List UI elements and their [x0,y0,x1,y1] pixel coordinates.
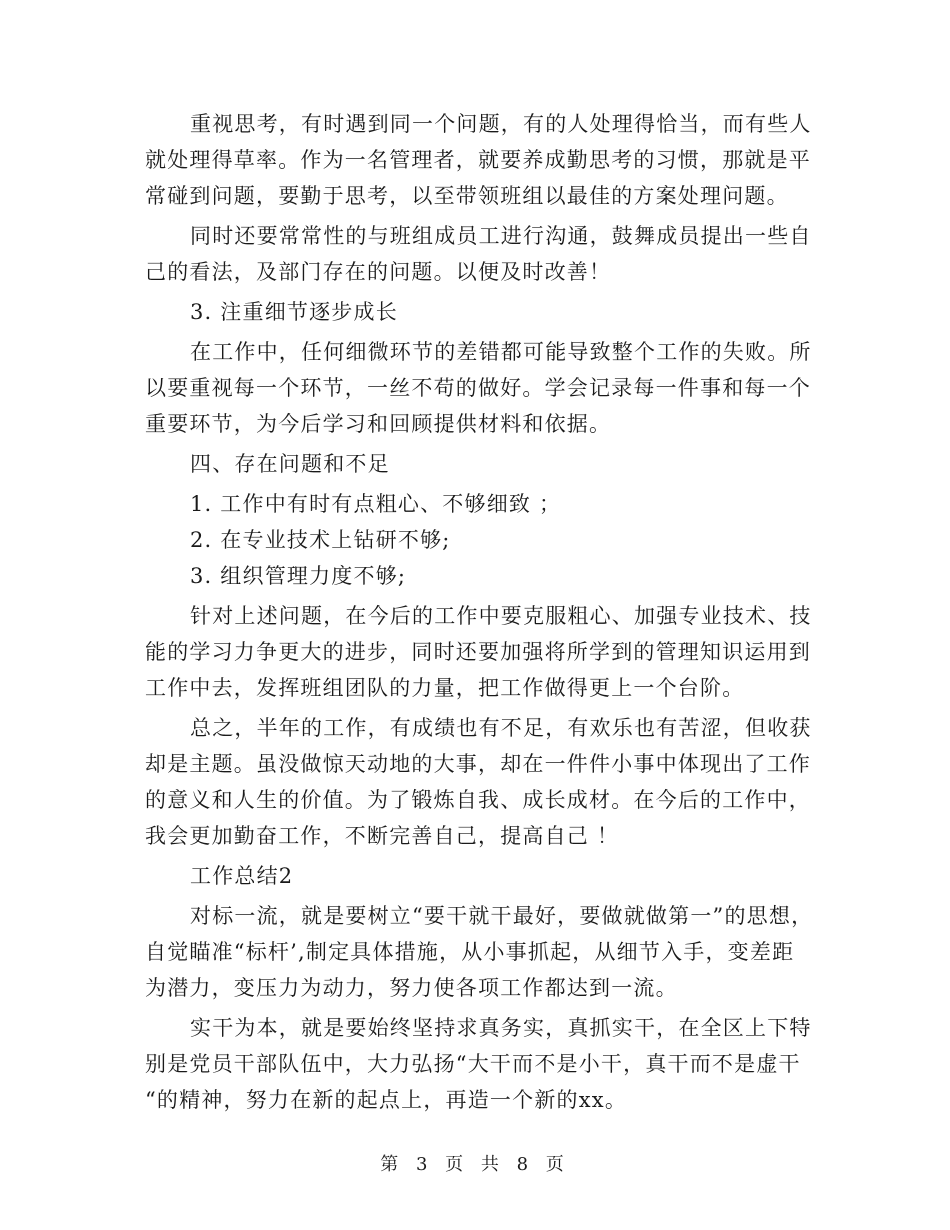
list-item: 2. 在专业技术上钻研不够; [190,528,451,552]
paragraph-line: 在工作中，任何细微环节的差错都可能导致整个工作的失败。所 [190,340,812,364]
paragraph-line: 就处理得草率。作为一名管理者，就要养成勤思考的习惯，那就是平 [145,148,811,172]
paragraph-line: 能的学习力争更大的进步，同时还要加强将所学到的管理知识运用到 [145,640,811,664]
paragraph-line: 实干为本，就是要始终坚持求真务实，真抓实干，在全区上下特 [190,1016,812,1040]
paragraph-line: 工作中去，发挥班组团队的力量，把工作做得更上一个台阶。 [145,676,745,700]
list-item: 1. 工作中有时有点粗心、不够细致 ； [190,492,562,516]
paragraph-line: 自觉瞄准“标杆’,制定具体措施，从小事抓起，从细节入手，变差距 [145,940,795,964]
paragraph-line: 针对上述问题，在今后的工作中要克服粗心、加强专业技术、技 [190,604,812,628]
paragraph-line: 别是党员干部队伍中，大力弘扬“大干而不是小干，真干而不是虚干 [145,1052,801,1076]
section-heading: 3. 注重细节逐步成长 [190,300,398,324]
paragraph-line: 却是主题。虽没做惊天动地的大事，却在一件件小事中体现出了工作 [145,752,811,776]
section-heading: 四、存在问题和不足 [190,452,390,476]
paragraph-line: 重视思考，有时遇到同一个问题，有的人处理得恰当，而有些人 [190,112,812,136]
paragraph-line: “的精神，努力在新的起点上，再造一个新的xx。 [145,1088,628,1112]
paragraph-line: 我会更加勤奋工作，不断完善自己，提高自己 ！ [145,824,620,848]
paragraph-line: 重要环节，为今后学习和回顾提供材料和依据。 [145,412,612,436]
paragraph-line: 的意义和人生的价值。为了锻炼自我、成长成材。在今后的工作中， [145,788,811,812]
paragraph-line: 为潜力，变压力为动力，努力使各项工作都达到一流。 [145,976,678,1000]
page-number-footer: 第 3 页 共 8 页 [380,1154,570,1175]
paragraph-line: 总之，半年的工作，有成绩也有不足，有欢乐也有苦涩，但收获 [190,716,812,740]
paragraph-line: 同时还要常常性的与班组成员工进行沟通，鼓舞成员提出一些自 [190,224,812,248]
section-heading: 工作总结2 [190,864,294,888]
paragraph-line: 对标一流，就是要树立“要干就干最好，要做就做第一”的思想， [190,904,814,928]
paragraph-line: 以要重视每一个环节，一丝不苟的做好。学会记录每一件事和每一个 [145,376,811,400]
paragraph-line: 常碰到问题，要勤于思考，以至带领班组以最佳的方案处理问题。 [145,184,789,208]
list-item: 3. 组织管理力度不够; [190,564,407,588]
paragraph-line: 己的看法，及部门存在的问题。以便及时改善！ [145,260,612,284]
